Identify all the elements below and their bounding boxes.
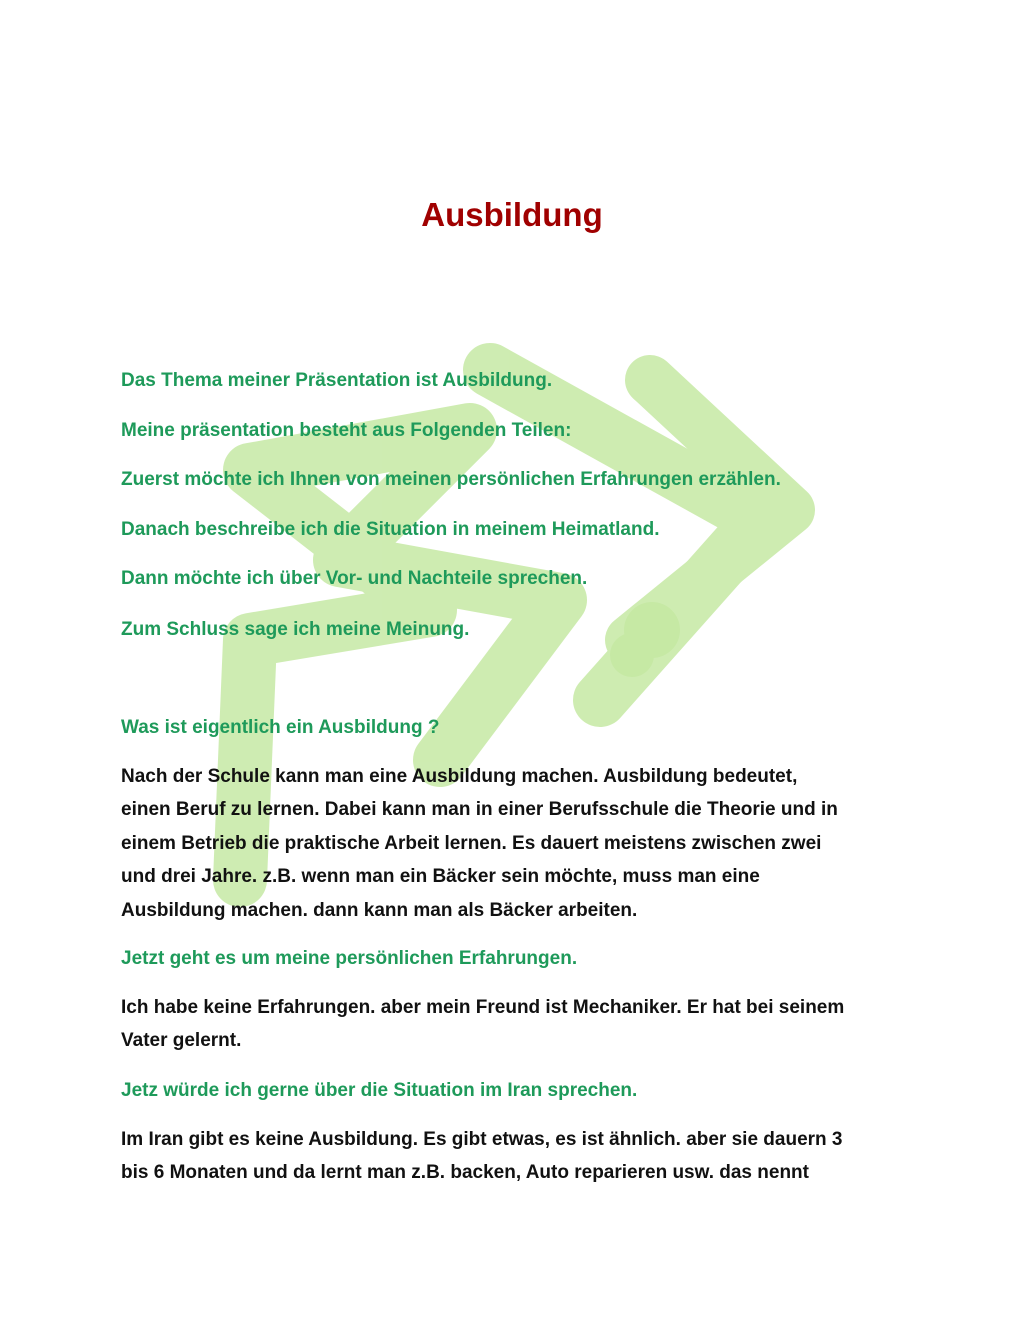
intro-line-6: Zum Schluss sage ich meine Meinung.	[121, 619, 470, 640]
body-line: einen Beruf zu lernen. Dabei kann man in einer Berufsschule die Theorie und in	[121, 799, 838, 821]
page-title: Ausbildung	[421, 196, 603, 233]
body-line: einem Betrieb die praktische Arbeit lernen. Es dauert meistens zwischen zwei	[121, 832, 822, 854]
body-line: Nach der Schule kann man eine Ausbildung machen. Ausbildung bedeutet,	[121, 766, 798, 787]
section-body-1	[121, 760, 911, 927]
section-body-3	[121, 1123, 911, 1190]
watermark-dot-1	[624, 602, 680, 658]
intro-line-4: Danach beschreibe ich die Situation in meinem Heimatland.	[121, 519, 660, 540]
watermark-stroke-hook	[630, 380, 790, 640]
intro-line-3: Zuerst möchte ich Ihnen von meinen persönlichen Erfahrungen erzählen.	[121, 469, 781, 490]
body-line: Ich habe keine Erfahrungen. aber mein Freund ist Mechaniker. Er hat bei seinem	[121, 997, 845, 1018]
body-line: und drei Jahre. z.B. wenn man ein Bäcker sein möchte, muss man eine	[121, 866, 760, 888]
body-line: Vater gelernt.	[121, 1030, 242, 1052]
watermark-dot-2	[610, 633, 654, 677]
section-heading-3: Jetz würde ich gerne über die Situation im Iran sprechen.	[121, 1080, 638, 1101]
section-body-2	[121, 991, 911, 1058]
body-line: Im Iran gibt es keine Ausbildung. Es gibt etwas, es ist ähnlich. aber sie dauern 3	[121, 1129, 843, 1150]
intro-line-1: Das Thema meiner Präsentation ist Ausbildung.	[121, 370, 553, 391]
section-heading-2: Jetzt geht es um meine persönlichen Erfahrungen.	[121, 948, 578, 969]
section-heading-1: Was ist eigentlich ein Ausbildung ?	[121, 717, 440, 738]
body-line: Ausbildung machen. dann kann man als Bäcker arbeiten.	[121, 899, 638, 921]
intro-line-2: Meine präsentation besteht aus Folgenden Teilen:	[121, 420, 572, 441]
body-line: bis 6 Monaten und da lernt man z.B. backen, Auto reparieren usw. das nennt	[121, 1162, 809, 1184]
intro-line-5: Dann möchte ich über Vor- und Nachteile sprechen.	[121, 568, 588, 589]
